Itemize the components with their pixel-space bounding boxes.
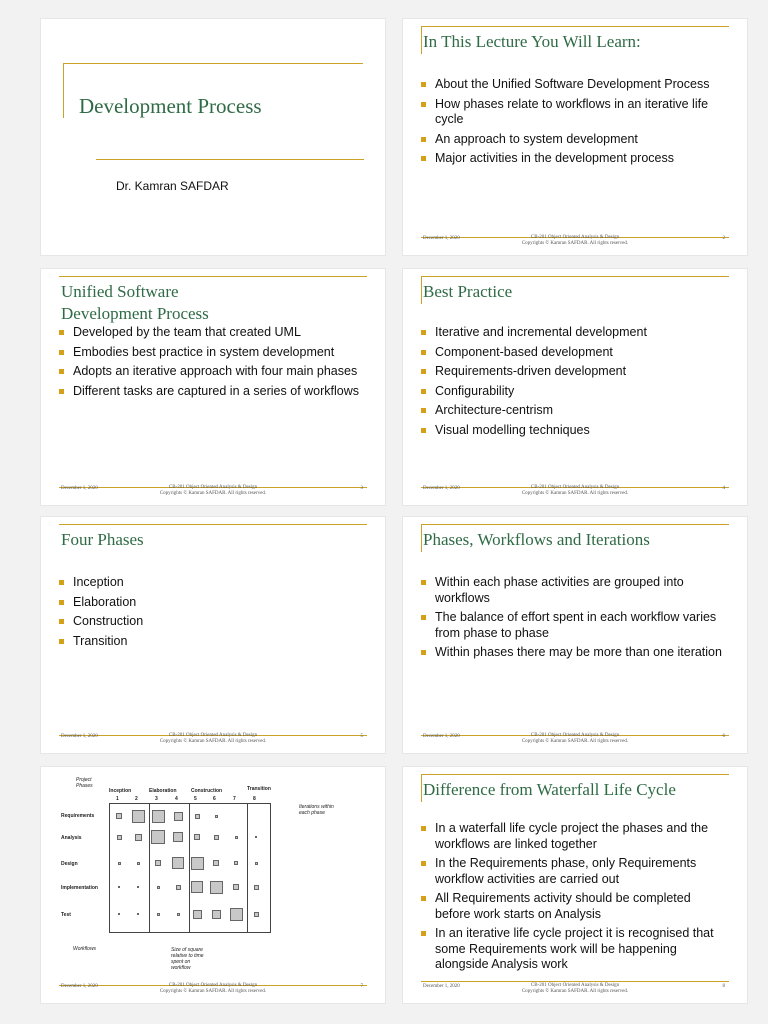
effort-square <box>254 885 259 890</box>
iteration-number: 1 <box>116 796 119 802</box>
effort-square <box>191 857 204 870</box>
slide-3-bullets <box>55 325 365 403</box>
effort-square <box>255 862 258 865</box>
footer-date: December 1, 2020 <box>423 236 460 241</box>
bullet: Different tasks are captured in a series of workflows <box>55 384 365 400</box>
page-number: 8 <box>722 984 725 989</box>
effort-square <box>212 910 221 919</box>
footer-course: CB-201 Object Oriented Analysis & Design Copyrights © Kamran SAFDAR. All rights reserved. <box>159 485 267 496</box>
slide-1-title: Development Process <box>79 94 262 118</box>
slide-4-bullets <box>417 325 727 442</box>
effort-square <box>174 812 183 821</box>
bullet: How phases relate to workflows in an iterative life cycle <box>417 97 727 128</box>
iteration-number: 5 <box>194 796 197 802</box>
page-number: 4 <box>722 486 725 491</box>
slide-1 <box>40 18 386 256</box>
workflow-label: Test <box>61 912 71 918</box>
effort-square <box>157 886 160 889</box>
effort-square <box>173 832 183 842</box>
footer-date: December 1, 2020 <box>423 734 460 739</box>
slide-2-bullets <box>417 77 727 171</box>
slide-8 <box>402 766 748 1004</box>
effort-square <box>118 913 120 915</box>
bullet: About the Unified Software Development Process <box>417 77 727 93</box>
slide-8-bullets <box>417 821 727 977</box>
effort-square <box>177 913 180 916</box>
bullet: In the Requirements phase, only Requirements workflow activities are carried out <box>417 856 727 887</box>
slide-5 <box>40 516 386 754</box>
bullet: Major activities in the development process <box>417 151 727 167</box>
footer-date: December 1, 2020 <box>61 486 98 491</box>
iteration-number: 6 <box>213 796 216 802</box>
bullet: An approach to system development <box>417 132 727 148</box>
iteration-number: 7 <box>233 796 236 802</box>
phase-label: Elaboration <box>149 788 177 794</box>
phase-label: Inception <box>109 788 132 794</box>
bullet: Within phases there may be more than one iteration <box>417 645 727 661</box>
slide-8-title: Difference from Waterfall Life Cycle <box>423 780 676 799</box>
footer-course: CB-201 Object Oriented Analysis & Design Copyrights © Kamran SAFDAR. All rights reserved. <box>159 983 267 994</box>
project-phases-label: Project Phases <box>76 777 93 789</box>
effort-square <box>135 834 142 841</box>
bullet: Iterative and incremental development <box>417 325 727 341</box>
effort-square <box>255 836 257 838</box>
footer-date: December 1, 2020 <box>61 984 98 989</box>
effort-square <box>235 836 238 839</box>
bullet: The balance of effort spent in each workflow varies from phase to phase <box>417 610 727 641</box>
page-number: 6 <box>722 734 725 739</box>
slide-6-title: Phases, Workflows and Iterations <box>423 530 650 549</box>
effort-square <box>137 862 140 865</box>
effort-square <box>151 830 165 844</box>
slide-7 <box>40 766 386 1004</box>
effort-square <box>172 857 184 869</box>
footer-date: December 1, 2020 <box>423 984 460 989</box>
effort-square <box>254 912 259 917</box>
effort-square <box>195 814 200 819</box>
effort-square <box>194 834 200 840</box>
bullet: Elaboration <box>55 595 365 611</box>
iteration-number: 3 <box>155 796 158 802</box>
effort-square <box>118 886 120 888</box>
bullet: All Requirements activity should be completed before work starts on Analysis <box>417 891 727 922</box>
workflow-label: Design <box>61 861 78 867</box>
effort-square <box>117 835 122 840</box>
effort-square <box>116 813 122 819</box>
bullet: In an iterative life cycle project it is recognised that some Requirements work will be happening alongside Analysis work <box>417 926 727 973</box>
bullet: Within each phase activities are grouped into workflows <box>417 575 727 606</box>
page-number: 7 <box>360 984 363 989</box>
slide-2 <box>402 18 748 256</box>
workflow-label: Implementation <box>61 885 98 891</box>
slide-5-bullets <box>55 575 365 653</box>
footer-course: CB-201 Object Oriented Analysis & Design Copyrights © Kamran SAFDAR. All rights reserved. <box>521 983 629 994</box>
bullet: In a waterfall life cycle project the phases and the workflows are linked together <box>417 821 727 852</box>
bullet: Configurability <box>417 384 727 400</box>
bullet: Construction <box>55 614 365 630</box>
bullet: Developed by the team that created UML <box>55 325 365 341</box>
slide-1-author: Dr. Kamran SAFDAR <box>116 179 229 193</box>
page-number: 3 <box>360 486 363 491</box>
bullet: Requirements-driven development <box>417 364 727 380</box>
slide-6-bullets <box>417 575 727 665</box>
slide-4 <box>402 268 748 506</box>
slide-5-title: Four Phases <box>61 530 144 549</box>
effort-square <box>118 862 121 865</box>
effort-square <box>213 860 219 866</box>
bullet: Embodies best practice in system development <box>55 345 365 361</box>
page-number: 2 <box>722 236 725 241</box>
size-note: Size of square relative to time spent on workflow <box>171 947 204 971</box>
slide-4-title: Best Practice <box>423 282 513 301</box>
slide-3-title: Unified Software Development Process <box>61 282 209 323</box>
slide-2-title: In This Lecture You Will Learn: <box>423 32 641 51</box>
effort-square <box>193 910 202 919</box>
effort-square <box>230 908 243 921</box>
footer-course: CB-201 Object Oriented Analysis & Design Copyrights © Kamran SAFDAR. All rights reserved. <box>521 235 629 246</box>
effort-square <box>191 881 203 893</box>
iteration-number: 4 <box>175 796 178 802</box>
bullet: Visual modelling techniques <box>417 423 727 439</box>
phase-label: Transition <box>247 786 271 792</box>
bullet: Transition <box>55 634 365 650</box>
effort-square <box>233 884 239 890</box>
footer-course: CB-201 Object Oriented Analysis & Design Copyrights © Kamran SAFDAR. All rights reserved. <box>521 485 629 496</box>
iteration-number: 2 <box>135 796 138 802</box>
footer-course: CB-201 Object Oriented Analysis & Design Copyrights © Kamran SAFDAR. All rights reserved. <box>521 733 629 744</box>
footer-course: CB-201 Object Oriented Analysis & Design Copyrights © Kamran SAFDAR. All rights reserved. <box>159 733 267 744</box>
workflows-note: Workflows <box>73 946 97 952</box>
bullet: Component-based development <box>417 345 727 361</box>
iterations-note: Iterations within each phase <box>299 804 334 816</box>
effort-square <box>132 810 145 823</box>
effort-square <box>214 835 219 840</box>
workflow-label: Analysis <box>61 835 82 841</box>
iteration-number: 8 <box>253 796 256 802</box>
effort-square <box>234 861 238 865</box>
footer-date: December 1, 2020 <box>61 734 98 739</box>
slide-3 <box>40 268 386 506</box>
effort-square <box>210 881 223 894</box>
effort-square <box>155 860 161 866</box>
slide-6 <box>402 516 748 754</box>
page-number: 5 <box>360 734 363 739</box>
bullet: Inception <box>55 575 365 591</box>
effort-square <box>137 913 139 915</box>
footer-date: December 1, 2020 <box>423 486 460 491</box>
effort-square <box>157 913 160 916</box>
effort-square <box>152 810 165 823</box>
bullet: Adopts an iterative approach with four main phases <box>55 364 365 380</box>
bullet: Architecture-centrism <box>417 403 727 419</box>
workflow-label: Requirements <box>61 813 95 819</box>
effort-square <box>137 886 139 888</box>
effort-square <box>176 885 181 890</box>
phase-label: Construction <box>191 788 223 794</box>
effort-square <box>215 815 218 818</box>
